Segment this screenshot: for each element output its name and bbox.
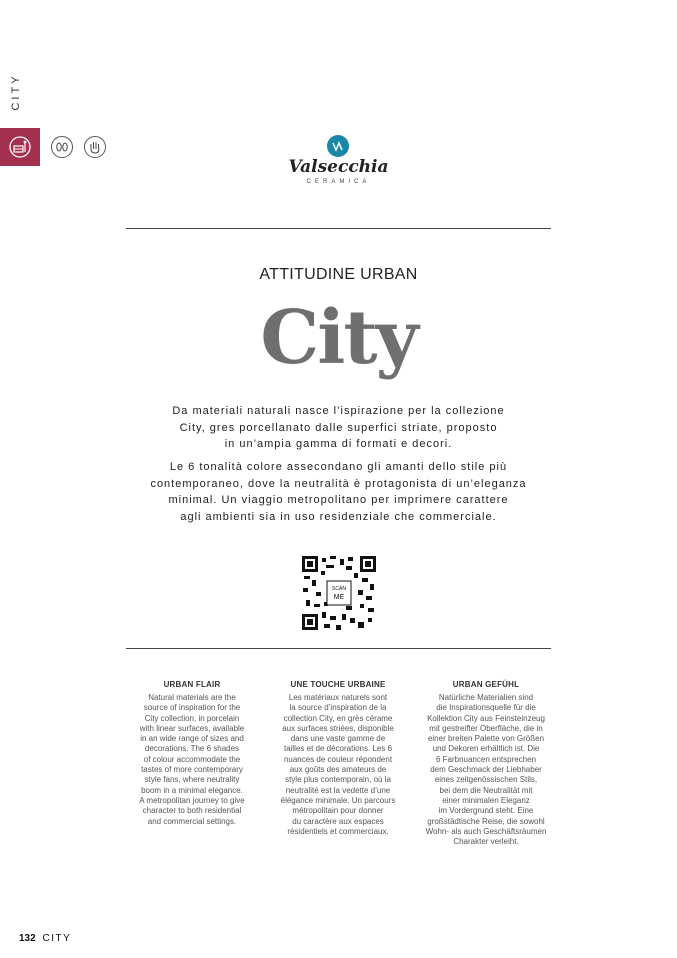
logo-name: Valsecchia bbox=[288, 157, 389, 177]
bottom-divider bbox=[126, 648, 551, 649]
page-footer bbox=[19, 933, 71, 944]
foot-traffic-icon bbox=[51, 136, 73, 158]
column-title: URBAN GEFÜHL bbox=[452, 680, 520, 689]
column-title: URBAN FLAIR bbox=[163, 680, 221, 689]
qr-label-scan: SCAN bbox=[332, 586, 346, 592]
column-title: UNE TOUCHE URBAINE bbox=[290, 680, 386, 689]
residential-icon bbox=[8, 136, 32, 158]
column-french bbox=[274, 680, 402, 837]
column-text: Les matériaux naturels sont la source d’inspiration de la collection City, en grès cérame aux surfaces striées, disponible dans une vaste gamme de tailles et de décorations. Les 6 nuances de couleur répondent aux goûts des amateurs de style plus contemporain, où la neutralité est la vedette d’une élégance minimale. Un parcours métropolitain pour donner du caractère aux espaces résidentiels et commerciaux. bbox=[280, 693, 396, 836]
intro-paragraph-2: Le 6 tonalità colore assecondano gli amanti dello stile più contemporaneo, dove la neutralità è protagonista di un’eleganza minimal. Un viaggio metropolitano per imprimere carattere agli ambienti sia in uso residenziale che commerciale. bbox=[150, 461, 527, 523]
qr-label-me: ME bbox=[333, 594, 345, 601]
brand-logo bbox=[286, 135, 391, 191]
side-section-label: CITY bbox=[10, 73, 22, 111]
collection-subtitle: ATTITUDINE URBAN bbox=[259, 266, 418, 283]
logo-subtitle: CERAMICA bbox=[306, 179, 371, 185]
page-number: 132 bbox=[19, 933, 36, 944]
top-divider bbox=[126, 228, 551, 229]
footer-section: CITY bbox=[42, 933, 72, 944]
column-text: Natural materials are the source of inspiration for the City collection, in porcelain with linear surfaces, available in an wide range of sizes and decorations. The 6 shades of colour accommodate the tastes of more contemporary style fans, where neutrality boom in a minimal elegance. A metropolitan journey to give character to both residential and commercial settings. bbox=[139, 693, 245, 826]
collection-title: City bbox=[260, 295, 417, 381]
intro-paragraph-1: Da materiali naturali nasce l’ispirazione per la collezione City, gres porcellanato dalle superfici striate, proposto in un’ampia gamma di formati e decori. bbox=[172, 405, 505, 450]
qr-code[interactable] bbox=[302, 556, 376, 630]
touch-icon bbox=[84, 136, 106, 158]
column-english bbox=[128, 680, 256, 827]
logo-mark-icon bbox=[327, 135, 349, 157]
column-german bbox=[422, 680, 550, 847]
section-tab bbox=[0, 128, 40, 166]
column-text: Natürliche Materialien sind die Inspirationsquelle für die Kollektion City aus Feinsteinzeug mit gestreifter Oberfläche, die in einer breiten Palette von Größen und Dekoren erhältlich ist. Die 6 Farbnuancen entsprechen dem Geschmack der Liebhaber eines zeitgenössischen Stils, bei dem die Neutralität mit einer minimalen Eleganz im Vordergrund steht. Eine großstädtische Reise, die sowohl Wohn- als auch Geschäftsräumen Charakter verleiht. bbox=[425, 693, 547, 847]
